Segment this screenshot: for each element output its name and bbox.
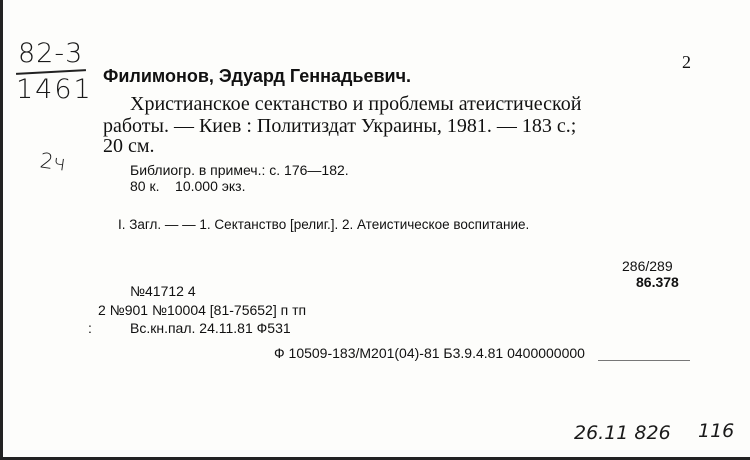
handwritten-number: 116 [698,420,735,442]
author-heading: Филимонов, Эдуард Геннадьевич. [103,66,412,86]
handwritten-note: 2ч [38,148,68,176]
bibliography-note: Библиогр. в примеч.: с. 176—182. [130,162,349,178]
card-left-edge [0,0,3,460]
title-line-1: Христианское сектанство и проблемы атеистической [130,93,582,115]
margin-mark: : [88,320,92,336]
price-and-print-run: 80 к. 10.000 экз. [130,178,246,194]
publisher-index-line: Ф 10509-183/М201(04)-81 Б3.9.4.81 0400000000 [274,345,585,361]
underline-mark [598,360,690,361]
classification-udc: 286/289 [622,258,673,274]
tracings-line: I. Загл. — — 1. Сектанство [религ.]. 2. Атеистическое воспитание. [118,217,530,232]
classification-bbk: 86.378 [636,274,679,290]
shelfmark-bottom: 1461 [16,74,93,105]
chamber-date-line: Вс.кн.пал. 24.11.81 Ф531 [130,320,291,336]
production-line: 2 №901 №10004 [81-75652] п тп [98,302,307,318]
order-number: №41712 4 [130,283,196,299]
shelfmark-top: 82-3 [18,38,84,69]
handwritten-date: 26.11 826 [574,422,671,444]
title-line-3: 20 см. [103,135,155,157]
title-line-2: работы. — Киев : Политиздат Украины, 1981. — 183 с.; [103,115,577,137]
card-number: 2 [682,52,691,72]
